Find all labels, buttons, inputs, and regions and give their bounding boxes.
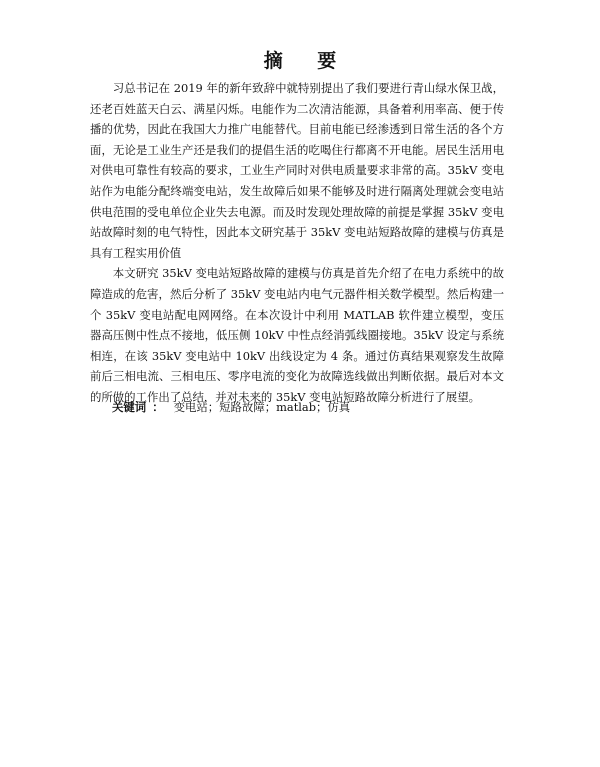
keywords-value: 变电站；短路故障；matlab；仿真 bbox=[173, 400, 351, 414]
keywords-label: 关键词 bbox=[112, 400, 147, 414]
keywords-line bbox=[112, 397, 350, 417]
page-title: 摘 要 bbox=[263, 50, 351, 72]
keywords-separator: ： bbox=[152, 400, 164, 414]
abstract-body bbox=[90, 78, 504, 408]
abstract-paragraph-1: 习总书记在 2019 年的新年致辞中就特别提出了我们要进行青山绿水保卫战，还老百姓蓝天白云、满星闪烁。电能作为二次清洁能源，具备着利用率高、便于传播的优势，因此在我国大力推广电能替代。目前电能已经渗透到日常生活的各个方面，无论是工业生产还是我们的提倡生活的吃喝住行都离不开电能。居民生活用电对供电可靠性有较高的要求，工业生产同时对供电质量要求非常的高。35kV 变电站作为电能分配终端变电站，发生故障后如果不能够及时进行隔离处理就会变电站供电范围的受电单位企业失去电源。而及时发现处理故障的前提是掌握 35kV 变电站故障时刻的电气特性，因此本文研究基于 35kV 变电站短路故障的建模与仿真是具有工程实用价值 bbox=[90, 81, 504, 260]
abstract-paragraph-2: 本文研究 35kV 变电站短路故障的建模与仿真是首先介绍了在电力系统中的故障造成的危害，然后分析了 35kV 变电站内电气元器件相关数学模型。然后构建一个 35kV 变电站配电网网络。在本次设计中利用 MATLAB 软件建立模型，变压器高压侧中性点不接地，低压侧 10kV 中性点经消弧线圈接地。35kV 设定与系统相连，在该 35kV 变电站中 10kV 出线设定为 4 条。通过仿真结果观察发生故障前后三相电流、三相电压、零序电流的变化为故障选线做出判断依据。最后对本文的所做的工作出了总结，并对未来的 35kV 变电站短路故障分析进行了展望。 bbox=[90, 266, 504, 404]
